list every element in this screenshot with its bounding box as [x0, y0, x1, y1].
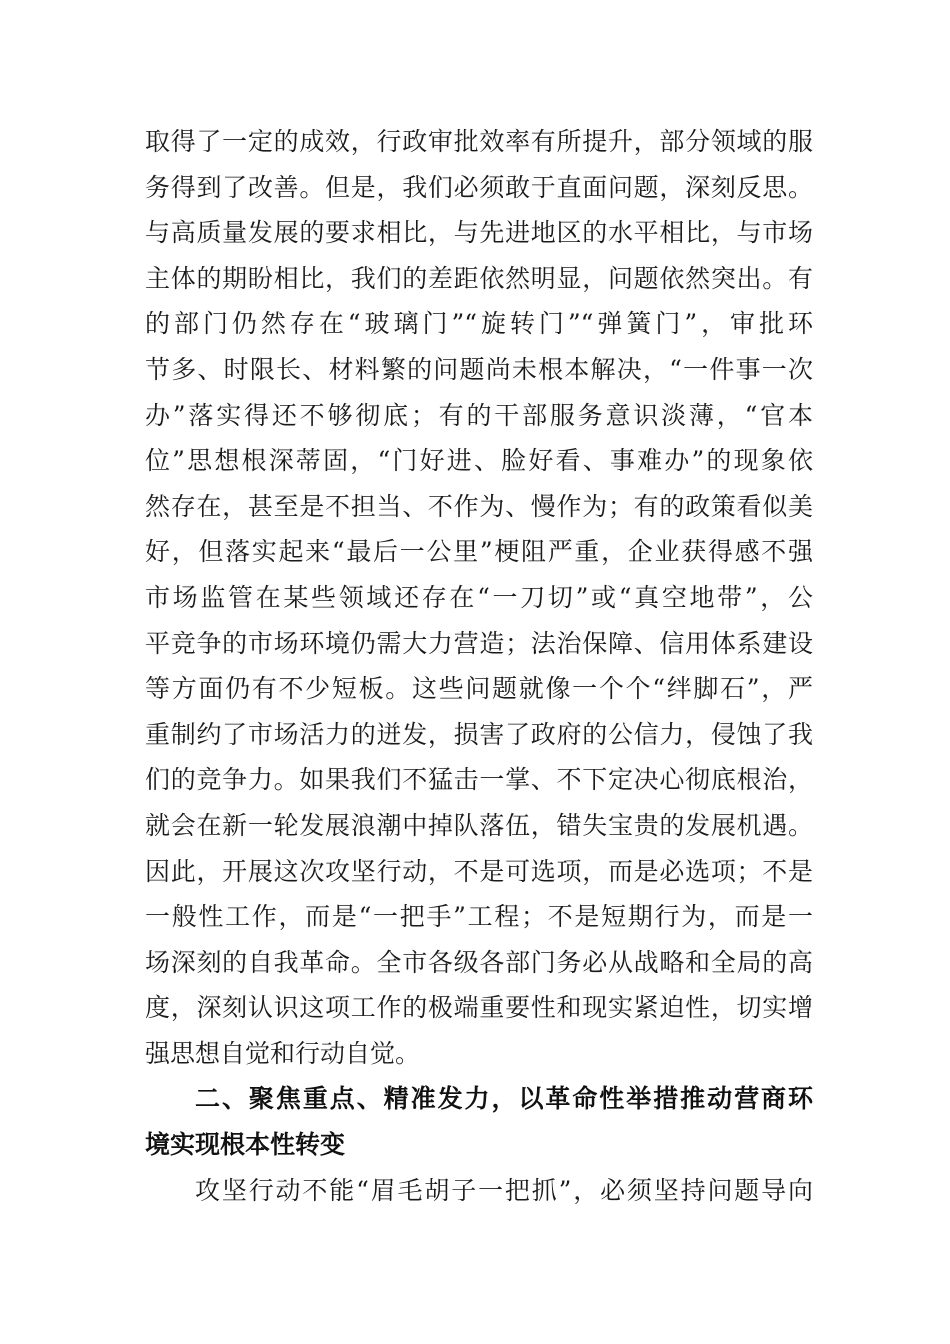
next-paragraph	[145, 1168, 813, 1214]
body-line: 场深刻的自我革命。全市各级各部门务必从战略和全局的高	[145, 947, 813, 977]
body-line: 平竞争的市场环境仍需大力营造；法治保障、信用体系建设	[145, 628, 813, 658]
body-line: 然存在，甚至是不担当、不作为、慢作为；有的政策看似美	[145, 491, 813, 521]
section-heading	[145, 1076, 813, 1167]
body-line: 务得到了改善。但是，我们必须敢于直面问题，深刻反思。	[145, 172, 813, 202]
body-line: 办”落实得还不够彻底；有的干部服务意识淡薄，“官本	[145, 400, 813, 430]
document-text	[145, 119, 813, 1213]
body-line: 度，深刻认识这项工作的极端重要性和现实紧迫性，切实增	[145, 993, 813, 1023]
body-line: 取得了一定的成效，行政审批效率有所提升，部分领域的服	[145, 127, 813, 156]
heading-line: 二、聚焦重点、精准发力，以革命性举措推动营商环	[195, 1084, 813, 1114]
body-line: 市场监管在某些领域还存在“一刀切”或“真空地带”，公	[145, 582, 813, 612]
body-line: 们的竞争力。如果我们不猛击一掌、不下定决心彻底根治，	[145, 765, 813, 795]
body-line: 等方面仍有不少短板。这些问题就像一个个“绊脚石”，严	[145, 674, 813, 704]
body-paragraph	[145, 119, 813, 1076]
body-line: 与高质量发展的要求相比，与先进地区的水平相比，与市场	[145, 218, 813, 248]
body-line: 节多、时限长、材料繁的问题尚未根本解决，“一件事一次	[145, 354, 813, 384]
body-line: 重制约了市场活力的迸发，损害了政府的公信力，侵蚀了我	[145, 719, 813, 749]
body-line: 的部门仍然存在“玻璃门”“旋转门”“弹簧门”，审批环	[145, 309, 813, 339]
body-line: 好，但落实起来“最后一公里”梗阻严重，企业获得感不强	[145, 537, 813, 567]
body-line: 强思想自觉和行动自觉。	[145, 1038, 421, 1068]
body-line: 主体的期盼相比，我们的差距依然明显，问题依然突出。有	[145, 263, 813, 293]
body-line: 一般性工作，而是“一把手”工程；不是短期行为，而是一	[145, 902, 813, 932]
body-line: 攻坚行动不能“眉毛胡子一把抓”，必须坚持问题导向	[195, 1175, 813, 1205]
body-line: 因此，开展这次攻坚行动，不是可选项，而是必选项；不是	[145, 856, 813, 886]
body-line: 位”思想根深蒂固，“门好进、脸好看、事难办”的现象依	[145, 446, 813, 476]
heading-line: 境实现根本性转变	[145, 1130, 346, 1160]
body-line: 就会在新一轮发展浪潮中掉队落伍，错失宝贵的发展机遇。	[145, 810, 813, 840]
